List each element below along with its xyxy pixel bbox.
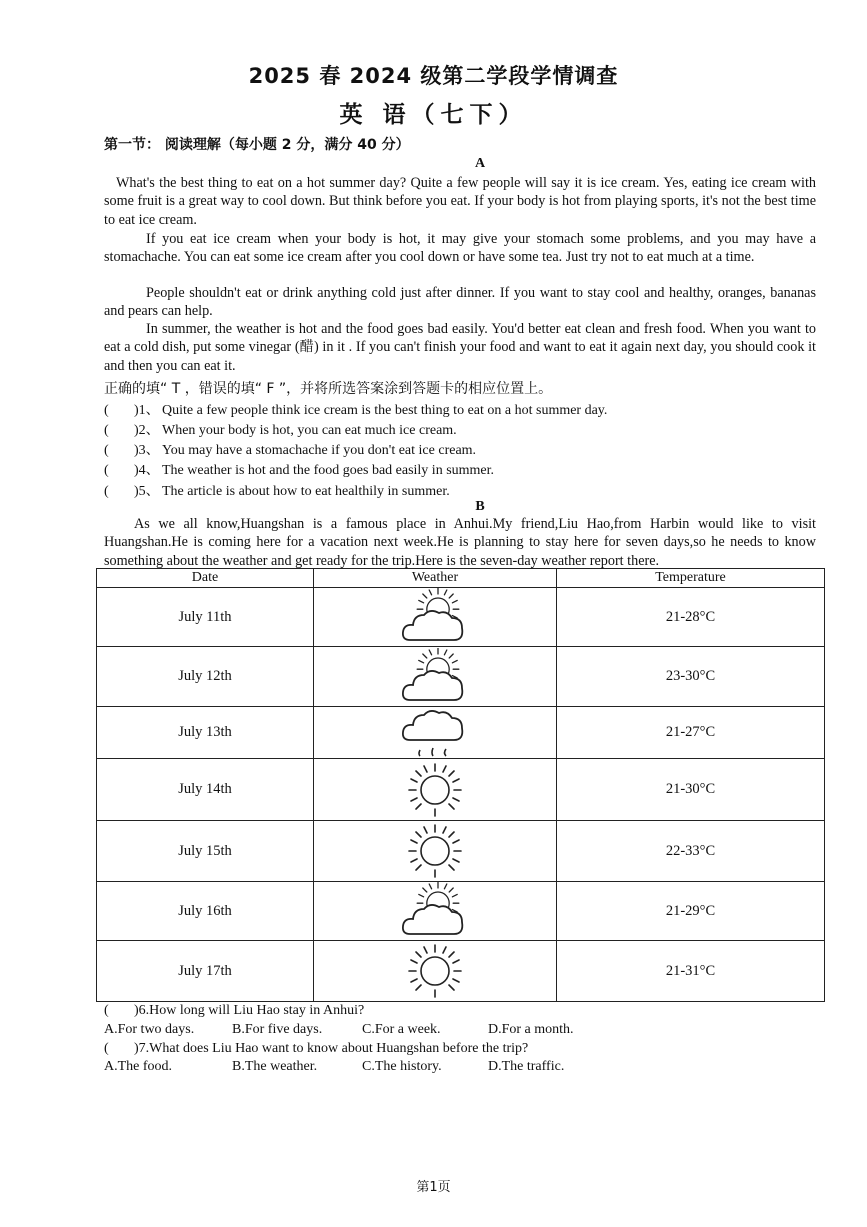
date-cell: July 17th [97, 941, 314, 1002]
table-row [97, 759, 825, 821]
temperature-cell: 21-29°C [557, 882, 825, 941]
table-row [97, 588, 825, 647]
weather-table [96, 568, 825, 1002]
question-7-options [104, 1059, 564, 1075]
option-c[interactable]: C.The history. [362, 1059, 442, 1074]
weather-cell [314, 588, 557, 647]
header-weather: Weather [314, 569, 557, 588]
sun-icon [405, 761, 465, 819]
question-4 [104, 459, 494, 479]
table-row [97, 647, 825, 707]
answer-paren[interactable]: ( [104, 484, 109, 499]
sun-icon [405, 942, 465, 1000]
header-temperature: Temperature [557, 569, 825, 588]
question-text: The article is about how to eat healthily in summer. [162, 484, 450, 499]
section-heading: 第一节： 阅读理解（每小题 2 分，满分 40 分） [104, 137, 410, 153]
question-1 [104, 399, 607, 419]
question-7 [104, 1041, 528, 1057]
table-row [97, 882, 825, 941]
temperature-cell: 22-33°C [557, 821, 825, 882]
passage-a-paragraph-3: People shouldn't eat or drink anything cold just after dinner. If you want to stay cool and healthy, oranges, bananas and pears can help. [104, 285, 816, 320]
weather-cell [314, 759, 557, 821]
option-c[interactable]: C.For a week. [362, 1022, 441, 1037]
header-date: Date [97, 569, 314, 588]
weather-cell [314, 941, 557, 1002]
partly-cloudy-icon [400, 882, 470, 940]
option-d[interactable]: D.For a month. [488, 1022, 574, 1037]
passage-b-paragraph: As we all know,Huangshan is a famous place in Anhui.My friend,Liu Hao,from Harbin would like to visit Huangshan.He is coming here for a vacation next week.He is planning to stay here for seven days,so he needs to know something about the weather and get ready for the trip.Here is the seven-day weather report there. [104, 516, 816, 569]
table-row [97, 821, 825, 882]
question-number: )5、 [134, 484, 160, 499]
question-text: Quite a few people think ice cream is the best thing to eat on a hot summer day. [162, 403, 608, 418]
passage-a-label: A [474, 156, 486, 171]
question-stem: )7.What does Liu Hao want to know about Huangshan before the trip? [134, 1041, 529, 1056]
temperature-cell: 23-30°C [557, 647, 825, 707]
question-5 [104, 480, 450, 500]
question-3 [104, 439, 476, 459]
question-number: )1、 [134, 403, 160, 418]
option-d[interactable]: D.The traffic. [488, 1059, 565, 1074]
temperature-cell: 21-28°C [557, 588, 825, 647]
passage-a-paragraph-2: If you eat ice cream when your body is hot, it may give your stomach some problems, and you may have a stomachache. You can eat some ice cream after you cool down or have some tea. Just try not to eat much at a time. [104, 231, 816, 266]
answer-paren[interactable]: ( [104, 403, 109, 418]
table-row [97, 941, 825, 1002]
option-a[interactable]: A.The food. [104, 1059, 173, 1074]
answer-paren[interactable]: ( [104, 443, 109, 458]
passage-b-label: B [475, 499, 485, 514]
option-a[interactable]: A.For two days. [104, 1022, 195, 1037]
instruction: 正确的填“ T ，错误的填“ F ”，并将所选答案涂到答题卡的相应位置上。 [104, 381, 553, 397]
answer-paren[interactable]: ( [104, 1003, 109, 1018]
partly-cloudy-icon [400, 648, 470, 706]
question-6-options [104, 1022, 574, 1038]
date-cell: July 15th [97, 821, 314, 882]
table-header-row [97, 569, 825, 588]
passage-a-paragraph-4: In summer, the weather is hot and the food goes bad easily. You'd better eat clean and fresh food. When you want to eat a cold dish, put some vinegar (醋) in it . If you can't finish your food and want to eat it again next day, you should cook it and then you can eat it. [104, 321, 816, 374]
question-text: The weather is hot and the food goes bad easily in summer. [162, 463, 495, 478]
weather-cell [314, 707, 557, 759]
date-cell: July 16th [97, 882, 314, 941]
option-b[interactable]: B.The weather. [232, 1059, 318, 1074]
option-b[interactable]: B.For five days. [232, 1022, 323, 1037]
question-stem: )6.How long will Liu Hao stay in Anhui? [134, 1003, 365, 1018]
page-number: 第1页 [416, 1180, 451, 1195]
weather-cell [314, 821, 557, 882]
question-number: )4、 [134, 463, 160, 478]
question-number: )3、 [134, 443, 160, 458]
date-cell: July 12th [97, 647, 314, 707]
temperature-cell: 21-31°C [557, 941, 825, 1002]
page-subtitle: 英 语（七下） [339, 102, 528, 128]
weather-cell [314, 882, 557, 941]
sun-icon [405, 822, 465, 880]
question-text: When your body is hot, you can eat much ice cream. [162, 423, 457, 438]
answer-paren[interactable]: ( [104, 1041, 109, 1056]
question-6 [104, 1003, 364, 1019]
weather-cell [314, 647, 557, 707]
question-text: You may have a stomachache if you don't eat ice cream. [162, 443, 477, 458]
page-title: 2025 春 2024 级第二学段学情调查 [248, 64, 619, 88]
table-row [97, 707, 825, 759]
passage-a-paragraph-1: What's the best thing to eat on a hot summer day? Quite a few people will say it is ice cream. Yes, eating ice cream with some fruit is a great way to cool down. But think before you eat. If your body is hot from playing sports, it's not the best time to eat ice cream. [104, 175, 816, 228]
question-2 [104, 419, 457, 439]
partly-cloudy-icon [400, 588, 470, 646]
question-number: )2、 [134, 423, 160, 438]
temperature-cell: 21-27°C [557, 707, 825, 759]
answer-paren[interactable]: ( [104, 463, 109, 478]
temperature-cell: 21-30°C [557, 759, 825, 821]
answer-paren[interactable]: ( [104, 423, 109, 438]
date-cell: July 11th [97, 588, 314, 647]
date-cell: July 13th [97, 707, 314, 759]
date-cell: July 14th [97, 759, 314, 821]
rain-cloud-icon [400, 708, 470, 758]
